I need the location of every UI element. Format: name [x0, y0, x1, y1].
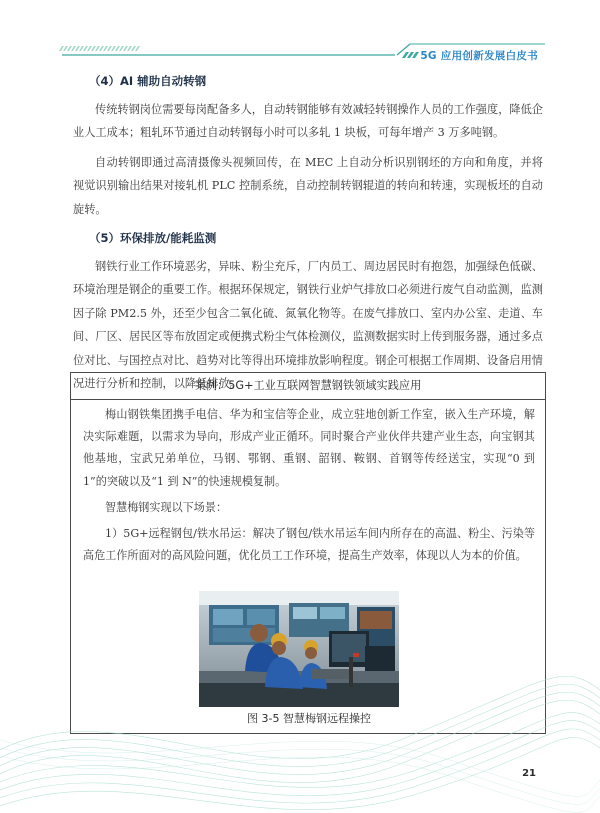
- footer-wave-decoration: [0, 600, 600, 813]
- paragraph: 传统转钢岗位需要每岗配备多人，自动转钢能够有效减轻转钢操作人员的工作强度，降低企业人工成本；粗轧环节通过自动转钢每小时可以多轧 1 块板，可每年增产 3 万多吨钢。: [73, 103, 543, 140]
- header-decoration: [0, 0, 600, 80]
- paragraph: 钢铁行业工作环境恶劣，异味、粉尘充斥，厂内员工、周边居民时有抱怨，加强绿色低碳、环境治理是钢企的重要工作。根据环保规定，钢铁行业炉气排放口必须进行废气自动监测，监测因子除 PM2.5 外，还至少包含二氧化硫、氮氧化物等。在废气排放口、室内办公室、走道、车间、厂区、居民区等布放固定或便携式粉尘气体检测仪，监测数据实时上传到服务器，通过多点位对比、与国控点对比、趋势对比等得出环境排放影响程度。钢企可根据工作周期、设备启用情况进行分析和控制，以降低排放。: [73, 260, 543, 391]
- case-title: 案例：5G+工业互联网智慧钢铁领域实践应用: [71, 373, 545, 400]
- paragraph: 自动转钢即通过高清摄像头视频回传，在 MEC 上自动分析识别钢坯的方向和角度，并将视觉识别输出结果对接轧机 PLC 控制系统，自动控制转钢辊道的转向和转速，实现板坯的自动旋转。: [73, 155, 543, 216]
- section-heading: （5）环保排放/能耗监测: [89, 231, 217, 246]
- figure-caption: 图 3-5 智慧梅钢远程操控: [247, 712, 371, 725]
- page-number: 21: [522, 768, 536, 779]
- case-paragraph: 梅山钢铁集团携手电信、华为和宝信等企业，成立驻地创新工作室，嵌入生产环境，解决实际难题，以需求为导向，形成产业正循环。同时聚合产业伙伴共建产业生态，向宝钢其他基地，宝武兄弟单位，马钢、鄂钢、重钢、韶钢、鞍钢、首钢等传经送宝，实现“0 到 1”的突破以及“1 到 N”的快速规模复制。: [83, 408, 535, 488]
- main-content: [73, 70, 543, 395]
- section-heading: （4）AI 辅助自动转钢: [89, 74, 207, 88]
- case-paragraph: 1）5G+远程钢包/铁水吊运：解决了钢包/铁水吊运车间内所存在的高温、粉尘、污染等高危工作所面对的高风险问题，优化员工工作环境，提高生产效率，体现以人为本的价值。: [83, 527, 535, 563]
- header-title: 5G 应用创新发展白皮书: [420, 50, 538, 62]
- case-paragraph: 智慧梅钢实现以下场景：: [105, 500, 228, 514]
